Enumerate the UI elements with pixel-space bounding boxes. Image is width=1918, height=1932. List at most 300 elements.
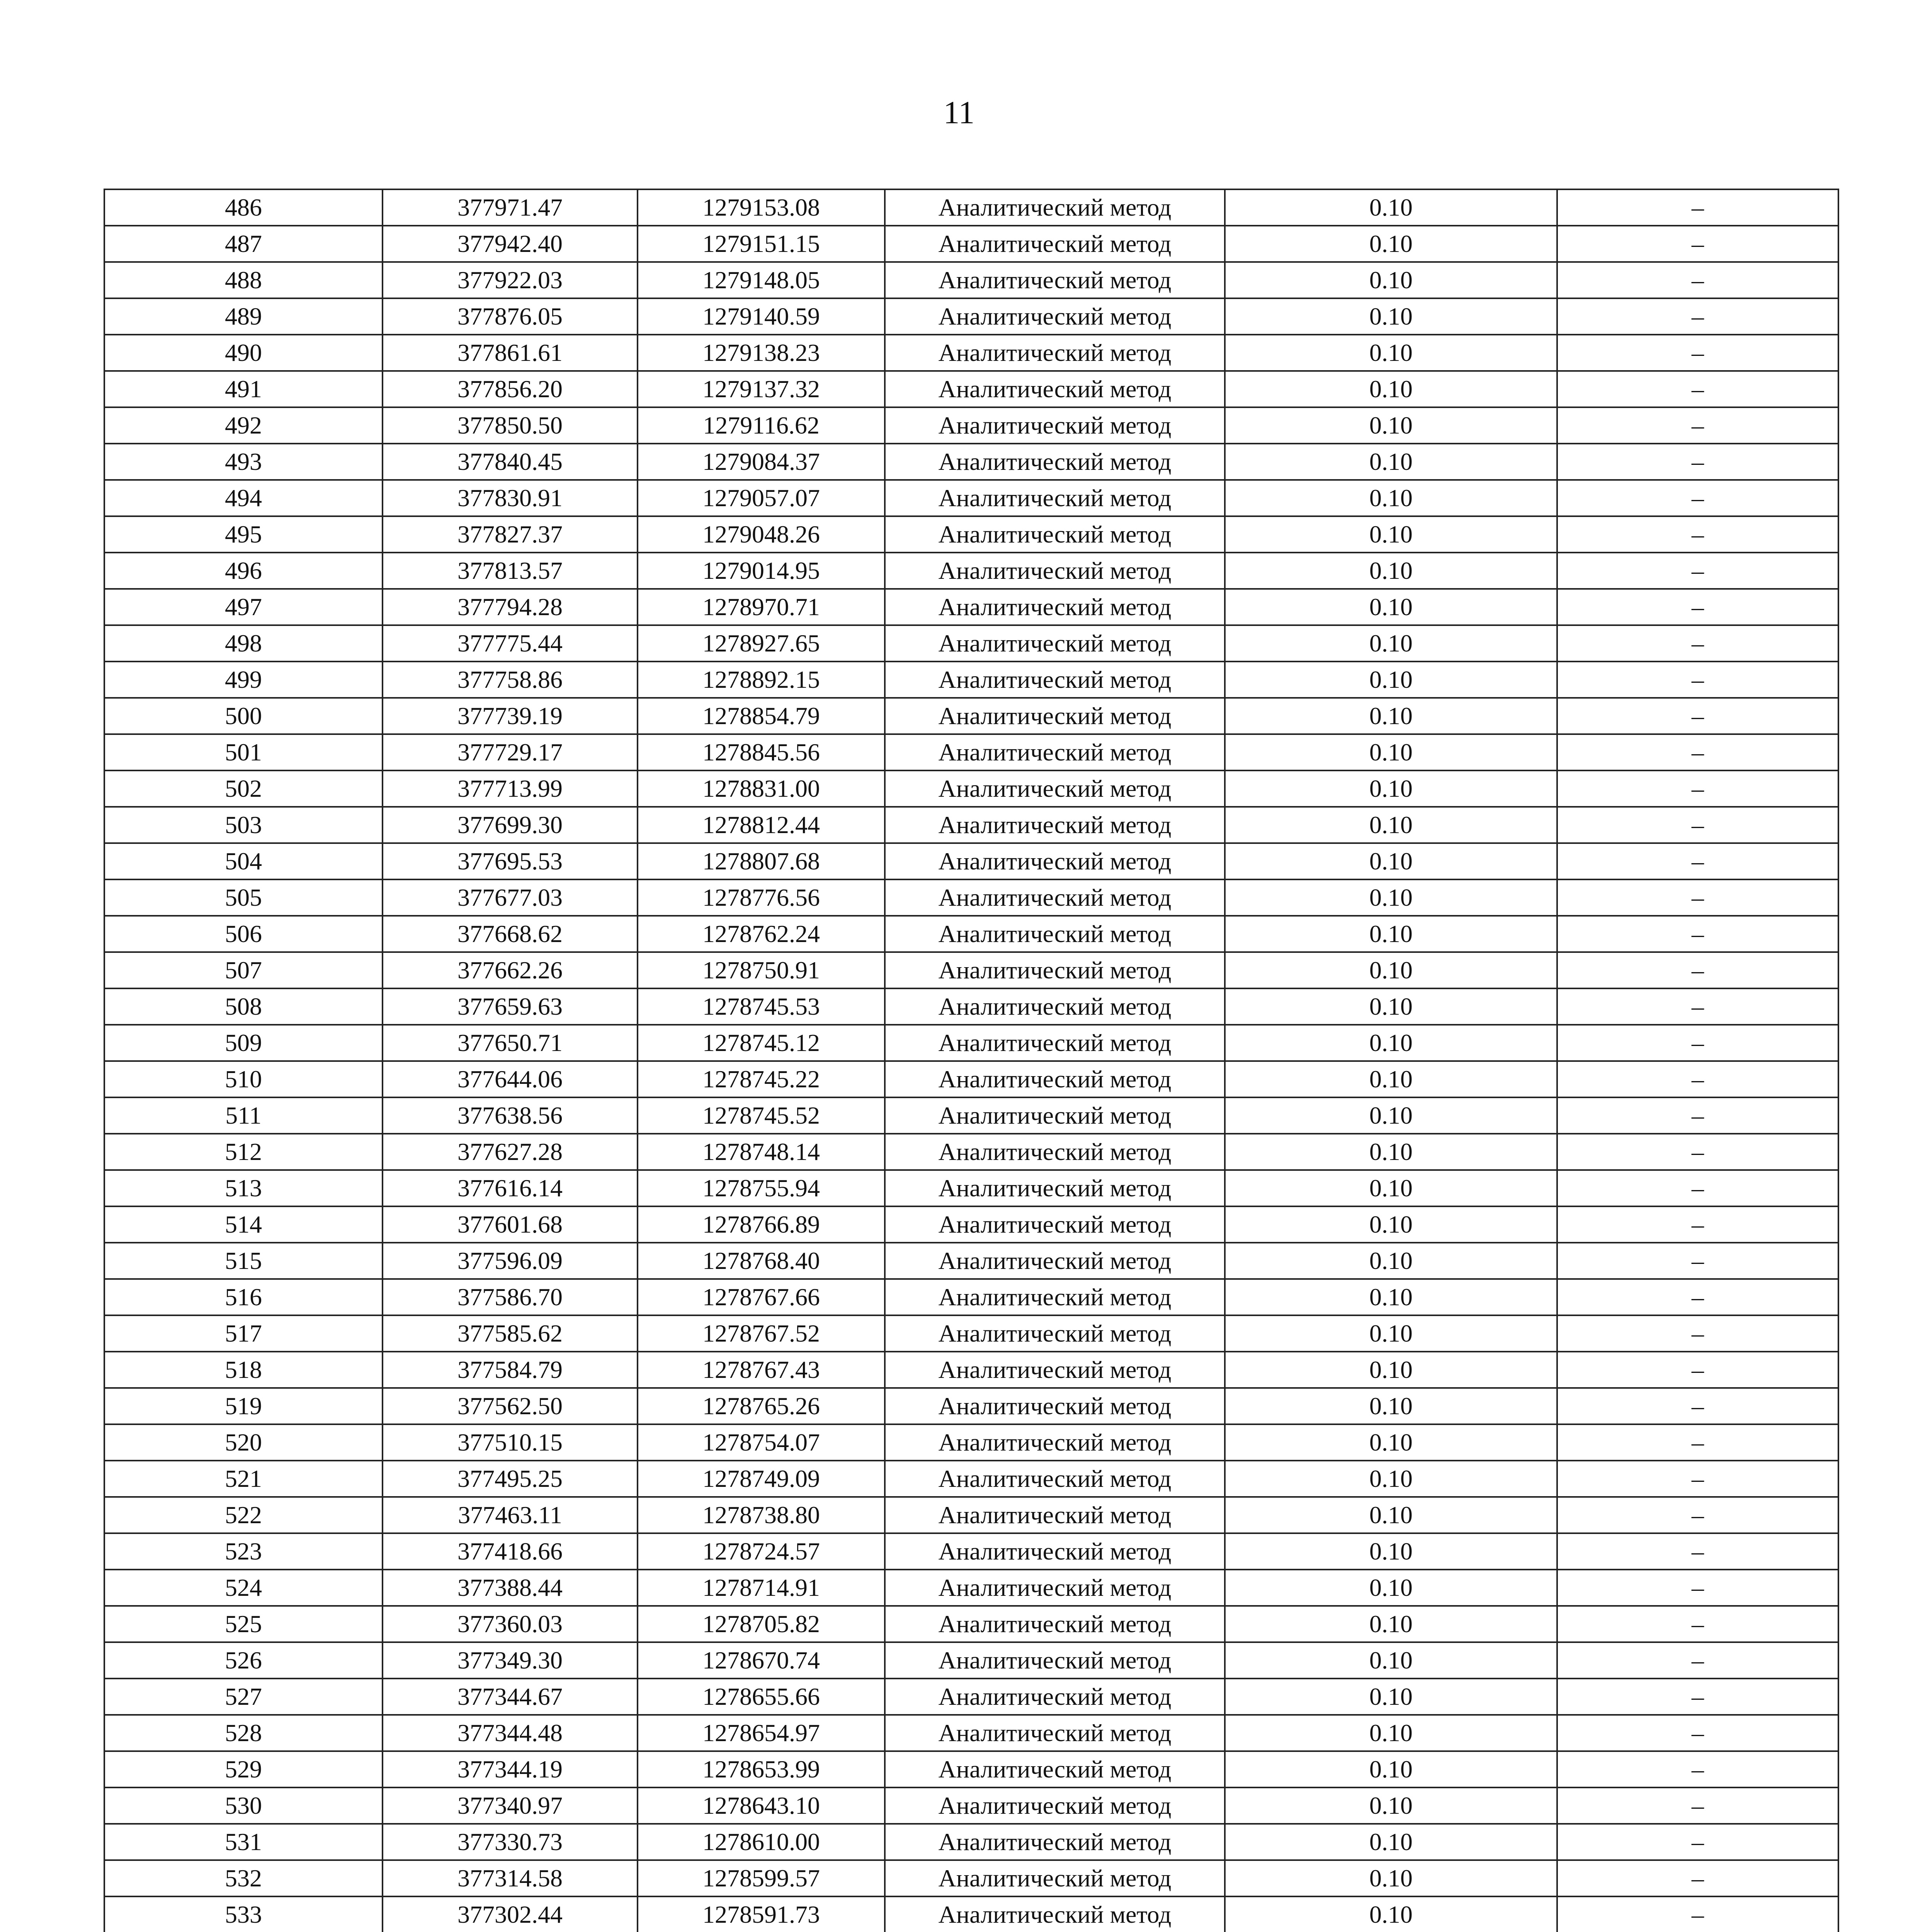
table-row xyxy=(104,553,1838,589)
table-row xyxy=(104,734,1838,770)
description-cell: – xyxy=(1557,1533,1838,1570)
point-number-cell: 492 xyxy=(104,407,383,444)
x-coordinate-cell: 377775.44 xyxy=(383,625,638,662)
precision-cell: 0.10 xyxy=(1225,226,1557,262)
description-cell: – xyxy=(1557,371,1838,407)
description-cell: – xyxy=(1557,879,1838,916)
table-row xyxy=(104,226,1838,262)
x-coordinate-cell: 377510.15 xyxy=(383,1424,638,1461)
description-cell: – xyxy=(1557,1279,1838,1315)
method-cell: Аналитический метод xyxy=(885,1642,1225,1679)
y-coordinate-cell: 1278749.09 xyxy=(638,1461,885,1497)
description-cell: – xyxy=(1557,1642,1838,1679)
point-number-cell: 531 xyxy=(104,1824,383,1860)
precision-cell: 0.10 xyxy=(1225,444,1557,480)
method-cell: Аналитический метод xyxy=(885,807,1225,843)
y-coordinate-cell: 1278599.57 xyxy=(638,1860,885,1896)
point-number-cell: 508 xyxy=(104,988,383,1025)
y-coordinate-cell: 1278591.73 xyxy=(638,1896,885,1932)
description-cell: – xyxy=(1557,1860,1838,1896)
point-number-cell: 520 xyxy=(104,1424,383,1461)
precision-cell: 0.10 xyxy=(1225,662,1557,698)
description-cell: – xyxy=(1557,1824,1838,1860)
description-cell: – xyxy=(1557,1424,1838,1461)
method-cell: Аналитический метод xyxy=(885,226,1225,262)
point-number-cell: 507 xyxy=(104,952,383,988)
method-cell: Аналитический метод xyxy=(885,770,1225,807)
table-row xyxy=(104,516,1838,553)
point-number-cell: 487 xyxy=(104,226,383,262)
method-cell: Аналитический метод xyxy=(885,843,1225,879)
x-coordinate-cell: 377596.09 xyxy=(383,1243,638,1279)
y-coordinate-cell: 1279084.37 xyxy=(638,444,885,480)
x-coordinate-cell: 377695.53 xyxy=(383,843,638,879)
description-cell: – xyxy=(1557,298,1838,335)
x-coordinate-cell: 377360.03 xyxy=(383,1606,638,1642)
table-row xyxy=(104,1025,1838,1061)
x-coordinate-cell: 377585.62 xyxy=(383,1315,638,1352)
method-cell: Аналитический метод xyxy=(885,298,1225,335)
y-coordinate-cell: 1278654.97 xyxy=(638,1715,885,1751)
description-cell: – xyxy=(1557,1751,1838,1787)
description-cell: – xyxy=(1557,1679,1838,1715)
y-coordinate-cell: 1279138.23 xyxy=(638,335,885,371)
table-row xyxy=(104,480,1838,516)
table-row xyxy=(104,1170,1838,1206)
table-row xyxy=(104,335,1838,371)
precision-cell: 0.10 xyxy=(1225,1533,1557,1570)
table-row xyxy=(104,879,1838,916)
method-cell: Аналитический метод xyxy=(885,1461,1225,1497)
x-coordinate-cell: 377677.03 xyxy=(383,879,638,916)
x-coordinate-cell: 377659.63 xyxy=(383,988,638,1025)
x-coordinate-cell: 377758.86 xyxy=(383,662,638,698)
point-number-cell: 510 xyxy=(104,1061,383,1097)
y-coordinate-cell: 1279014.95 xyxy=(638,553,885,589)
y-coordinate-cell: 1278766.89 xyxy=(638,1206,885,1243)
method-cell: Аналитический метод xyxy=(885,988,1225,1025)
y-coordinate-cell: 1278745.53 xyxy=(638,988,885,1025)
table-row xyxy=(104,1134,1838,1170)
y-coordinate-cell: 1278748.14 xyxy=(638,1134,885,1170)
y-coordinate-cell: 1278854.79 xyxy=(638,698,885,734)
description-cell: – xyxy=(1557,1388,1838,1424)
x-coordinate-cell: 377349.30 xyxy=(383,1642,638,1679)
method-cell: Аналитический метод xyxy=(885,1787,1225,1824)
precision-cell: 0.10 xyxy=(1225,189,1557,226)
precision-cell: 0.10 xyxy=(1225,1061,1557,1097)
point-number-cell: 517 xyxy=(104,1315,383,1352)
page-number: 11 xyxy=(943,95,975,131)
method-cell: Аналитический метод xyxy=(885,1388,1225,1424)
description-cell: – xyxy=(1557,335,1838,371)
method-cell: Аналитический метод xyxy=(885,1134,1225,1170)
y-coordinate-cell: 1278812.44 xyxy=(638,807,885,843)
precision-cell: 0.10 xyxy=(1225,734,1557,770)
description-cell: – xyxy=(1557,262,1838,298)
precision-cell: 0.10 xyxy=(1225,1243,1557,1279)
point-number-cell: 494 xyxy=(104,480,383,516)
precision-cell: 0.10 xyxy=(1225,1134,1557,1170)
y-coordinate-cell: 1278767.52 xyxy=(638,1315,885,1352)
x-coordinate-cell: 377739.19 xyxy=(383,698,638,734)
x-coordinate-cell: 377344.48 xyxy=(383,1715,638,1751)
description-cell: – xyxy=(1557,444,1838,480)
description-cell: – xyxy=(1557,1243,1838,1279)
precision-cell: 0.10 xyxy=(1225,1751,1557,1787)
method-cell: Аналитический метод xyxy=(885,1570,1225,1606)
point-number-cell: 530 xyxy=(104,1787,383,1824)
y-coordinate-cell: 1278724.57 xyxy=(638,1533,885,1570)
x-coordinate-cell: 377644.06 xyxy=(383,1061,638,1097)
precision-cell: 0.10 xyxy=(1225,807,1557,843)
description-cell: – xyxy=(1557,662,1838,698)
method-cell: Аналитический метод xyxy=(885,407,1225,444)
table-row xyxy=(104,698,1838,734)
point-number-cell: 513 xyxy=(104,1170,383,1206)
coordinates-table xyxy=(104,189,1839,1932)
point-number-cell: 511 xyxy=(104,1097,383,1134)
description-cell: – xyxy=(1557,1570,1838,1606)
table-row xyxy=(104,1533,1838,1570)
y-coordinate-cell: 1278653.99 xyxy=(638,1751,885,1787)
x-coordinate-cell: 377876.05 xyxy=(383,298,638,335)
point-number-cell: 521 xyxy=(104,1461,383,1497)
y-coordinate-cell: 1278745.52 xyxy=(638,1097,885,1134)
precision-cell: 0.10 xyxy=(1225,298,1557,335)
description-cell: – xyxy=(1557,770,1838,807)
table-row xyxy=(104,1860,1838,1896)
table-row xyxy=(104,1606,1838,1642)
table-row xyxy=(104,1570,1838,1606)
point-number-cell: 496 xyxy=(104,553,383,589)
x-coordinate-cell: 377971.47 xyxy=(383,189,638,226)
precision-cell: 0.10 xyxy=(1225,1715,1557,1751)
point-number-cell: 514 xyxy=(104,1206,383,1243)
description-cell: – xyxy=(1557,1896,1838,1932)
x-coordinate-cell: 377856.20 xyxy=(383,371,638,407)
method-cell: Аналитический метод xyxy=(885,1061,1225,1097)
precision-cell: 0.10 xyxy=(1225,843,1557,879)
point-number-cell: 515 xyxy=(104,1243,383,1279)
method-cell: Аналитический метод xyxy=(885,1751,1225,1787)
precision-cell: 0.10 xyxy=(1225,1352,1557,1388)
description-cell: – xyxy=(1557,1134,1838,1170)
point-number-cell: 493 xyxy=(104,444,383,480)
method-cell: Аналитический метод xyxy=(885,1352,1225,1388)
point-number-cell: 512 xyxy=(104,1134,383,1170)
method-cell: Аналитический метод xyxy=(885,1315,1225,1352)
point-number-cell: 501 xyxy=(104,734,383,770)
x-coordinate-cell: 377340.97 xyxy=(383,1787,638,1824)
table-row xyxy=(104,1424,1838,1461)
y-coordinate-cell: 1278970.71 xyxy=(638,589,885,625)
table-row xyxy=(104,988,1838,1025)
precision-cell: 0.10 xyxy=(1225,262,1557,298)
point-number-cell: 519 xyxy=(104,1388,383,1424)
description-cell: – xyxy=(1557,1461,1838,1497)
y-coordinate-cell: 1279048.26 xyxy=(638,516,885,553)
method-cell: Аналитический метод xyxy=(885,1243,1225,1279)
x-coordinate-cell: 377794.28 xyxy=(383,589,638,625)
table-row xyxy=(104,1497,1838,1533)
y-coordinate-cell: 1278927.65 xyxy=(638,625,885,662)
point-number-cell: 528 xyxy=(104,1715,383,1751)
precision-cell: 0.10 xyxy=(1225,371,1557,407)
precision-cell: 0.10 xyxy=(1225,952,1557,988)
coordinates-table-body xyxy=(104,189,1838,1932)
method-cell: Аналитический метод xyxy=(885,189,1225,226)
point-number-cell: 503 xyxy=(104,807,383,843)
method-cell: Аналитический метод xyxy=(885,625,1225,662)
y-coordinate-cell: 1278745.12 xyxy=(638,1025,885,1061)
description-cell: – xyxy=(1557,988,1838,1025)
table-row xyxy=(104,625,1838,662)
y-coordinate-cell: 1278845.56 xyxy=(638,734,885,770)
description-cell: – xyxy=(1557,1315,1838,1352)
x-coordinate-cell: 377584.79 xyxy=(383,1352,638,1388)
precision-cell: 0.10 xyxy=(1225,988,1557,1025)
precision-cell: 0.10 xyxy=(1225,916,1557,952)
precision-cell: 0.10 xyxy=(1225,1787,1557,1824)
precision-cell: 0.10 xyxy=(1225,1424,1557,1461)
x-coordinate-cell: 377562.50 xyxy=(383,1388,638,1424)
x-coordinate-cell: 377638.56 xyxy=(383,1097,638,1134)
method-cell: Аналитический метод xyxy=(885,1424,1225,1461)
method-cell: Аналитический метод xyxy=(885,916,1225,952)
table-row xyxy=(104,1206,1838,1243)
method-cell: Аналитический метод xyxy=(885,662,1225,698)
y-coordinate-cell: 1278767.66 xyxy=(638,1279,885,1315)
y-coordinate-cell: 1278831.00 xyxy=(638,770,885,807)
description-cell: – xyxy=(1557,516,1838,553)
precision-cell: 0.10 xyxy=(1225,1642,1557,1679)
table-row xyxy=(104,662,1838,698)
point-number-cell: 497 xyxy=(104,589,383,625)
y-coordinate-cell: 1279148.05 xyxy=(638,262,885,298)
x-coordinate-cell: 377418.66 xyxy=(383,1533,638,1570)
point-number-cell: 490 xyxy=(104,335,383,371)
method-cell: Аналитический метод xyxy=(885,1860,1225,1896)
precision-cell: 0.10 xyxy=(1225,1497,1557,1533)
x-coordinate-cell: 377344.67 xyxy=(383,1679,638,1715)
point-number-cell: 495 xyxy=(104,516,383,553)
point-number-cell: 533 xyxy=(104,1896,383,1932)
y-coordinate-cell: 1278892.15 xyxy=(638,662,885,698)
table-row xyxy=(104,1824,1838,1860)
x-coordinate-cell: 377713.99 xyxy=(383,770,638,807)
table-row xyxy=(104,1097,1838,1134)
description-cell: – xyxy=(1557,625,1838,662)
description-cell: – xyxy=(1557,1061,1838,1097)
description-cell: – xyxy=(1557,1787,1838,1824)
x-coordinate-cell: 377850.50 xyxy=(383,407,638,444)
method-cell: Аналитический метод xyxy=(885,480,1225,516)
point-number-cell: 489 xyxy=(104,298,383,335)
x-coordinate-cell: 377699.30 xyxy=(383,807,638,843)
x-coordinate-cell: 377314.58 xyxy=(383,1860,638,1896)
precision-cell: 0.10 xyxy=(1225,1170,1557,1206)
x-coordinate-cell: 377827.37 xyxy=(383,516,638,553)
y-coordinate-cell: 1279151.15 xyxy=(638,226,885,262)
table-row xyxy=(104,1315,1838,1352)
precision-cell: 0.10 xyxy=(1225,480,1557,516)
precision-cell: 0.10 xyxy=(1225,1679,1557,1715)
precision-cell: 0.10 xyxy=(1225,1206,1557,1243)
y-coordinate-cell: 1278768.40 xyxy=(638,1243,885,1279)
method-cell: Аналитический метод xyxy=(885,1025,1225,1061)
y-coordinate-cell: 1278750.91 xyxy=(638,952,885,988)
y-coordinate-cell: 1279057.07 xyxy=(638,480,885,516)
precision-cell: 0.10 xyxy=(1225,1315,1557,1352)
table-row xyxy=(104,189,1838,226)
table-row xyxy=(104,1061,1838,1097)
y-coordinate-cell: 1278643.10 xyxy=(638,1787,885,1824)
x-coordinate-cell: 377495.25 xyxy=(383,1461,638,1497)
x-coordinate-cell: 377330.73 xyxy=(383,1824,638,1860)
method-cell: Аналитический метод xyxy=(885,1097,1225,1134)
table-row xyxy=(104,1751,1838,1787)
y-coordinate-cell: 1278610.00 xyxy=(638,1824,885,1860)
precision-cell: 0.10 xyxy=(1225,1570,1557,1606)
y-coordinate-cell: 1278807.68 xyxy=(638,843,885,879)
precision-cell: 0.10 xyxy=(1225,1388,1557,1424)
table-row xyxy=(104,770,1838,807)
y-coordinate-cell: 1278705.82 xyxy=(638,1606,885,1642)
x-coordinate-cell: 377650.71 xyxy=(383,1025,638,1061)
table-row xyxy=(104,1787,1838,1824)
x-coordinate-cell: 377302.44 xyxy=(383,1896,638,1932)
y-coordinate-cell: 1279153.08 xyxy=(638,189,885,226)
table-row xyxy=(104,1679,1838,1715)
y-coordinate-cell: 1279137.32 xyxy=(638,371,885,407)
method-cell: Аналитический метод xyxy=(885,1606,1225,1642)
point-number-cell: 486 xyxy=(104,189,383,226)
x-coordinate-cell: 377942.40 xyxy=(383,226,638,262)
description-cell: – xyxy=(1557,734,1838,770)
table-row xyxy=(104,1715,1838,1751)
table-row xyxy=(104,1352,1838,1388)
method-cell: Аналитический метод xyxy=(885,734,1225,770)
y-coordinate-cell: 1278655.66 xyxy=(638,1679,885,1715)
precision-cell: 0.10 xyxy=(1225,589,1557,625)
y-coordinate-cell: 1278776.56 xyxy=(638,879,885,916)
table-row xyxy=(104,843,1838,879)
precision-cell: 0.10 xyxy=(1225,1896,1557,1932)
y-coordinate-cell: 1278670.74 xyxy=(638,1642,885,1679)
precision-cell: 0.10 xyxy=(1225,516,1557,553)
x-coordinate-cell: 377616.14 xyxy=(383,1170,638,1206)
description-cell: – xyxy=(1557,1206,1838,1243)
precision-cell: 0.10 xyxy=(1225,1461,1557,1497)
precision-cell: 0.10 xyxy=(1225,335,1557,371)
method-cell: Аналитический метод xyxy=(885,879,1225,916)
description-cell: – xyxy=(1557,589,1838,625)
table-row xyxy=(104,1642,1838,1679)
description-cell: – xyxy=(1557,407,1838,444)
table-row xyxy=(104,1388,1838,1424)
precision-cell: 0.10 xyxy=(1225,879,1557,916)
point-number-cell: 499 xyxy=(104,662,383,698)
point-number-cell: 506 xyxy=(104,916,383,952)
point-number-cell: 488 xyxy=(104,262,383,298)
method-cell: Аналитический метод xyxy=(885,371,1225,407)
table-row xyxy=(104,1461,1838,1497)
point-number-cell: 504 xyxy=(104,843,383,879)
method-cell: Аналитический метод xyxy=(885,589,1225,625)
x-coordinate-cell: 377601.68 xyxy=(383,1206,638,1243)
y-coordinate-cell: 1278754.07 xyxy=(638,1424,885,1461)
precision-cell: 0.10 xyxy=(1225,1097,1557,1134)
point-number-cell: 502 xyxy=(104,770,383,807)
precision-cell: 0.10 xyxy=(1225,1860,1557,1896)
method-cell: Аналитический метод xyxy=(885,444,1225,480)
description-cell: – xyxy=(1557,843,1838,879)
method-cell: Аналитический метод xyxy=(885,1533,1225,1570)
point-number-cell: 509 xyxy=(104,1025,383,1061)
method-cell: Аналитический метод xyxy=(885,553,1225,589)
method-cell: Аналитический метод xyxy=(885,1497,1225,1533)
method-cell: Аналитический метод xyxy=(885,1824,1225,1860)
y-coordinate-cell: 1278755.94 xyxy=(638,1170,885,1206)
description-cell: – xyxy=(1557,1715,1838,1751)
table-row xyxy=(104,1243,1838,1279)
table-row xyxy=(104,262,1838,298)
precision-cell: 0.10 xyxy=(1225,770,1557,807)
x-coordinate-cell: 377830.91 xyxy=(383,480,638,516)
description-cell: – xyxy=(1557,480,1838,516)
table-row xyxy=(104,1279,1838,1315)
table-row xyxy=(104,371,1838,407)
point-number-cell: 532 xyxy=(104,1860,383,1896)
point-number-cell: 522 xyxy=(104,1497,383,1533)
table-row xyxy=(104,807,1838,843)
point-number-cell: 525 xyxy=(104,1606,383,1642)
description-cell: – xyxy=(1557,1170,1838,1206)
table-row xyxy=(104,952,1838,988)
description-cell: – xyxy=(1557,916,1838,952)
description-cell: – xyxy=(1557,952,1838,988)
method-cell: Аналитический метод xyxy=(885,516,1225,553)
precision-cell: 0.10 xyxy=(1225,625,1557,662)
method-cell: Аналитический метод xyxy=(885,1170,1225,1206)
y-coordinate-cell: 1278767.43 xyxy=(638,1352,885,1388)
description-cell: – xyxy=(1557,1097,1838,1134)
description-cell: – xyxy=(1557,226,1838,262)
method-cell: Аналитический метод xyxy=(885,1715,1225,1751)
table-row xyxy=(104,589,1838,625)
x-coordinate-cell: 377861.61 xyxy=(383,335,638,371)
x-coordinate-cell: 377463.11 xyxy=(383,1497,638,1533)
precision-cell: 0.10 xyxy=(1225,553,1557,589)
table-row xyxy=(104,1896,1838,1932)
method-cell: Аналитический метод xyxy=(885,1896,1225,1932)
description-cell: – xyxy=(1557,807,1838,843)
x-coordinate-cell: 377668.62 xyxy=(383,916,638,952)
precision-cell: 0.10 xyxy=(1225,1025,1557,1061)
y-coordinate-cell: 1278745.22 xyxy=(638,1061,885,1097)
y-coordinate-cell: 1278762.24 xyxy=(638,916,885,952)
method-cell: Аналитический метод xyxy=(885,335,1225,371)
x-coordinate-cell: 377729.17 xyxy=(383,734,638,770)
method-cell: Аналитический метод xyxy=(885,1279,1225,1315)
description-cell: – xyxy=(1557,1606,1838,1642)
table-row xyxy=(104,916,1838,952)
x-coordinate-cell: 377586.70 xyxy=(383,1279,638,1315)
precision-cell: 0.10 xyxy=(1225,698,1557,734)
x-coordinate-cell: 377344.19 xyxy=(383,1751,638,1787)
precision-cell: 0.10 xyxy=(1225,407,1557,444)
